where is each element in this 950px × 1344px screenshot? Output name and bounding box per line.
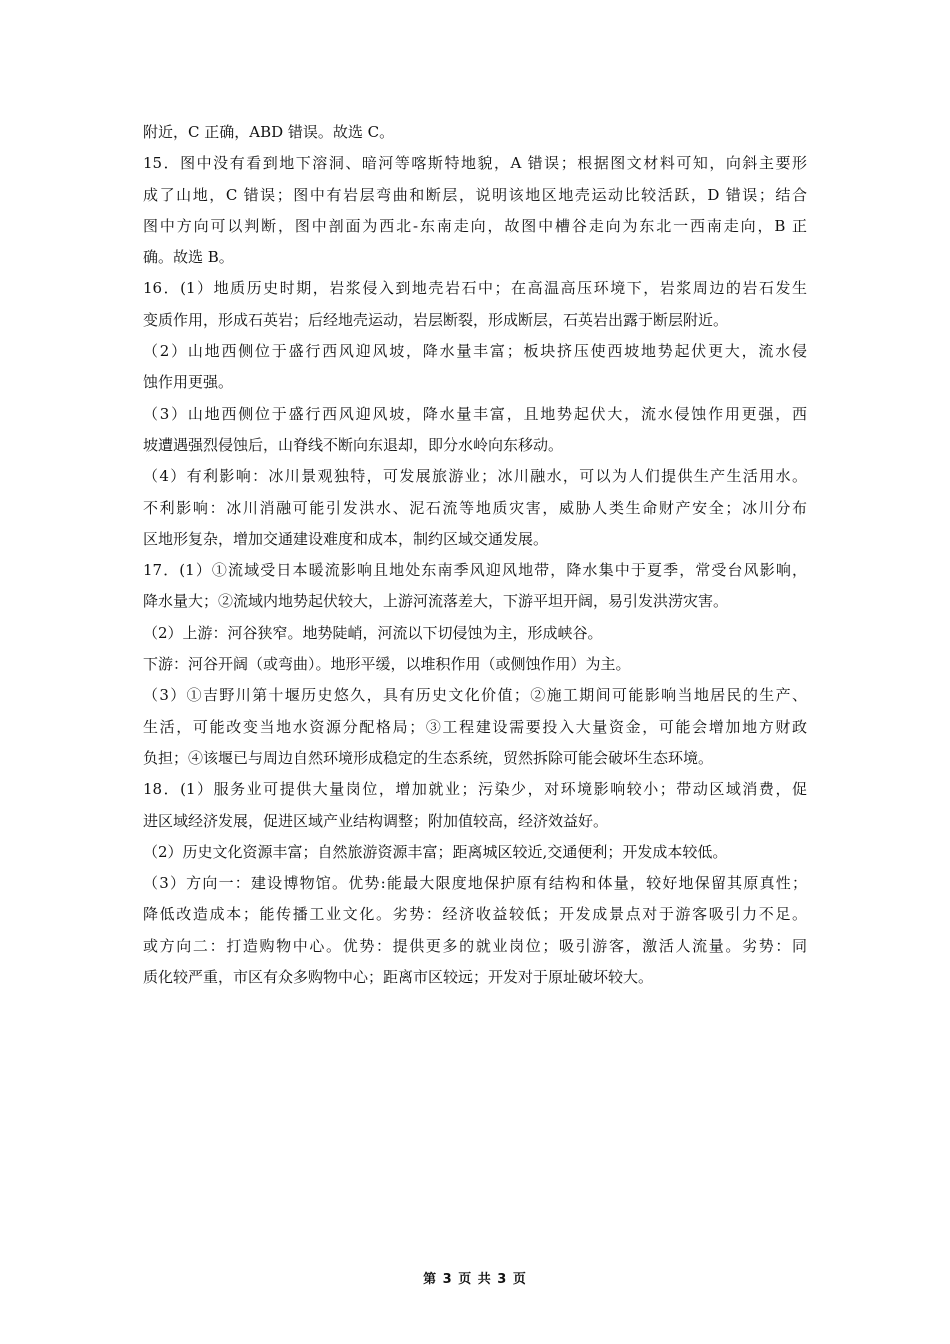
text-line: （3）方向一：建设博物馆。优势:能最大限度地保护原有结构和体量，较好地保留其原真性； (143, 874, 807, 893)
text-line: 蚀作用更强。 (143, 373, 234, 392)
text-line: （3）山地西侧位于盛行西风迎风坡，降水量丰富，且地势起伏大，流水侵蚀作用更强，西 (143, 404, 807, 423)
text-line: 附近，C 正确，ABD 错误。故选 C。 (143, 123, 395, 141)
text-line: （2）历史文化资源丰富；自然旅游资源丰富；距离城区较近,交通便利；开发成本较低。 (143, 842, 728, 861)
text-line: 18．(1）服务业可提供大量岗位，增加就业；污染少，对环境影响较小；带动区域消费，促 (143, 780, 807, 799)
text-line: 成了山地，C 错误；图中有岩层弯曲和断层，说明该地区地壳运动比较活跃，D 错误；结合 (143, 185, 807, 204)
text-line: 17．(1）①流域受日本暖流影响且地处东南季风迎风地带，降水集中于夏季，常受台风影响， (143, 561, 807, 580)
text-line: （3）①吉野川第十堰历史悠久，具有历史文化价值；②施工期间可能影响当地居民的生产、 (143, 686, 807, 705)
text-line: 负担；④该堰已与周边自然环境形成稳定的生态系统，贸然拆除可能会破坏生态环境。 (143, 748, 714, 767)
text-line: 变质作用，形成石英岩；后经地壳运动，岩层断裂，形成断层，石英岩出露于断层附近。 (143, 310, 729, 329)
text-line: 区地形复杂，增加交通建设难度和成本，制约区域交通发展。 (143, 529, 549, 548)
text-line: （2）山地西侧位于盛行西风迎风坡，降水量丰富；板块挤压使西坡地势起伏更大，流水侵 (143, 342, 807, 361)
text-line: 降水量大；②流域内地势起伏较大，上游河流落差大，下游平坦开阔，易引发洪涝灾害。 (143, 592, 729, 611)
text-line: 图中方向可以判断，图中剖面为西北-东南走向，故图中槽谷走向为东北一西南走向，B 正 (143, 216, 807, 235)
text-line: 进区域经济发展，促进区域产业结构调整；附加值较高，经济效益好。 (143, 811, 609, 830)
text-line: 或方向二：打造购物中心。优势：提供更多的就业岗位；吸引游客，激活人流量。劣势：同 (143, 936, 807, 955)
text-line: 不利影响：冰川消融可能引发洪水、泥石流等地质灾害，威胁人类生命财产安全；冰川分布 (143, 498, 807, 517)
text-line: 15．图中没有看到地下溶洞、暗河等喀斯特地貌，A 错误；根据图文材料可知，向斜主要形 (143, 154, 807, 173)
text-line: 下游：河谷开阔（或弯曲）。地形平缓，以堆积作用（或侧蚀作用）为主。 (143, 655, 631, 674)
text-line: （4）有利影响：冰川景观独特，可发展旅游业；冰川融水，可以为人们提供生产生活用水。 (143, 467, 807, 486)
text-line: 质化较严重，市区有众多购物中心；距离市区较远；开发对于原址破坏较大。 (143, 968, 654, 987)
text-line: 生活，可能改变当地水资源分配格局；③工程建设需要投入大量资金，可能会增加地方财政 (143, 717, 807, 736)
page-footer: 第 3 页 共 3 页 (423, 1272, 527, 1287)
text-line: 16．(1）地质历史时期，岩浆侵入到地壳岩石中；在高温高压环境下，岩浆周边的岩石发生 (143, 279, 807, 298)
text-line: 降低改造成本；能传播工业文化。劣势：经济收益较低；开发成景点对于游客吸引力不足。 (143, 905, 807, 924)
text-line: （2）上游：河谷狭窄。地势陡峭，河流以下切侵蚀为主，形成峡谷。 (143, 623, 603, 642)
answer-text-body (143, 117, 807, 993)
text-line: 坡遭遇强烈侵蚀后，山脊线不断向东退却，即分水岭向东移动。 (143, 435, 564, 454)
text-line: 确。故选 B。 (143, 248, 234, 267)
